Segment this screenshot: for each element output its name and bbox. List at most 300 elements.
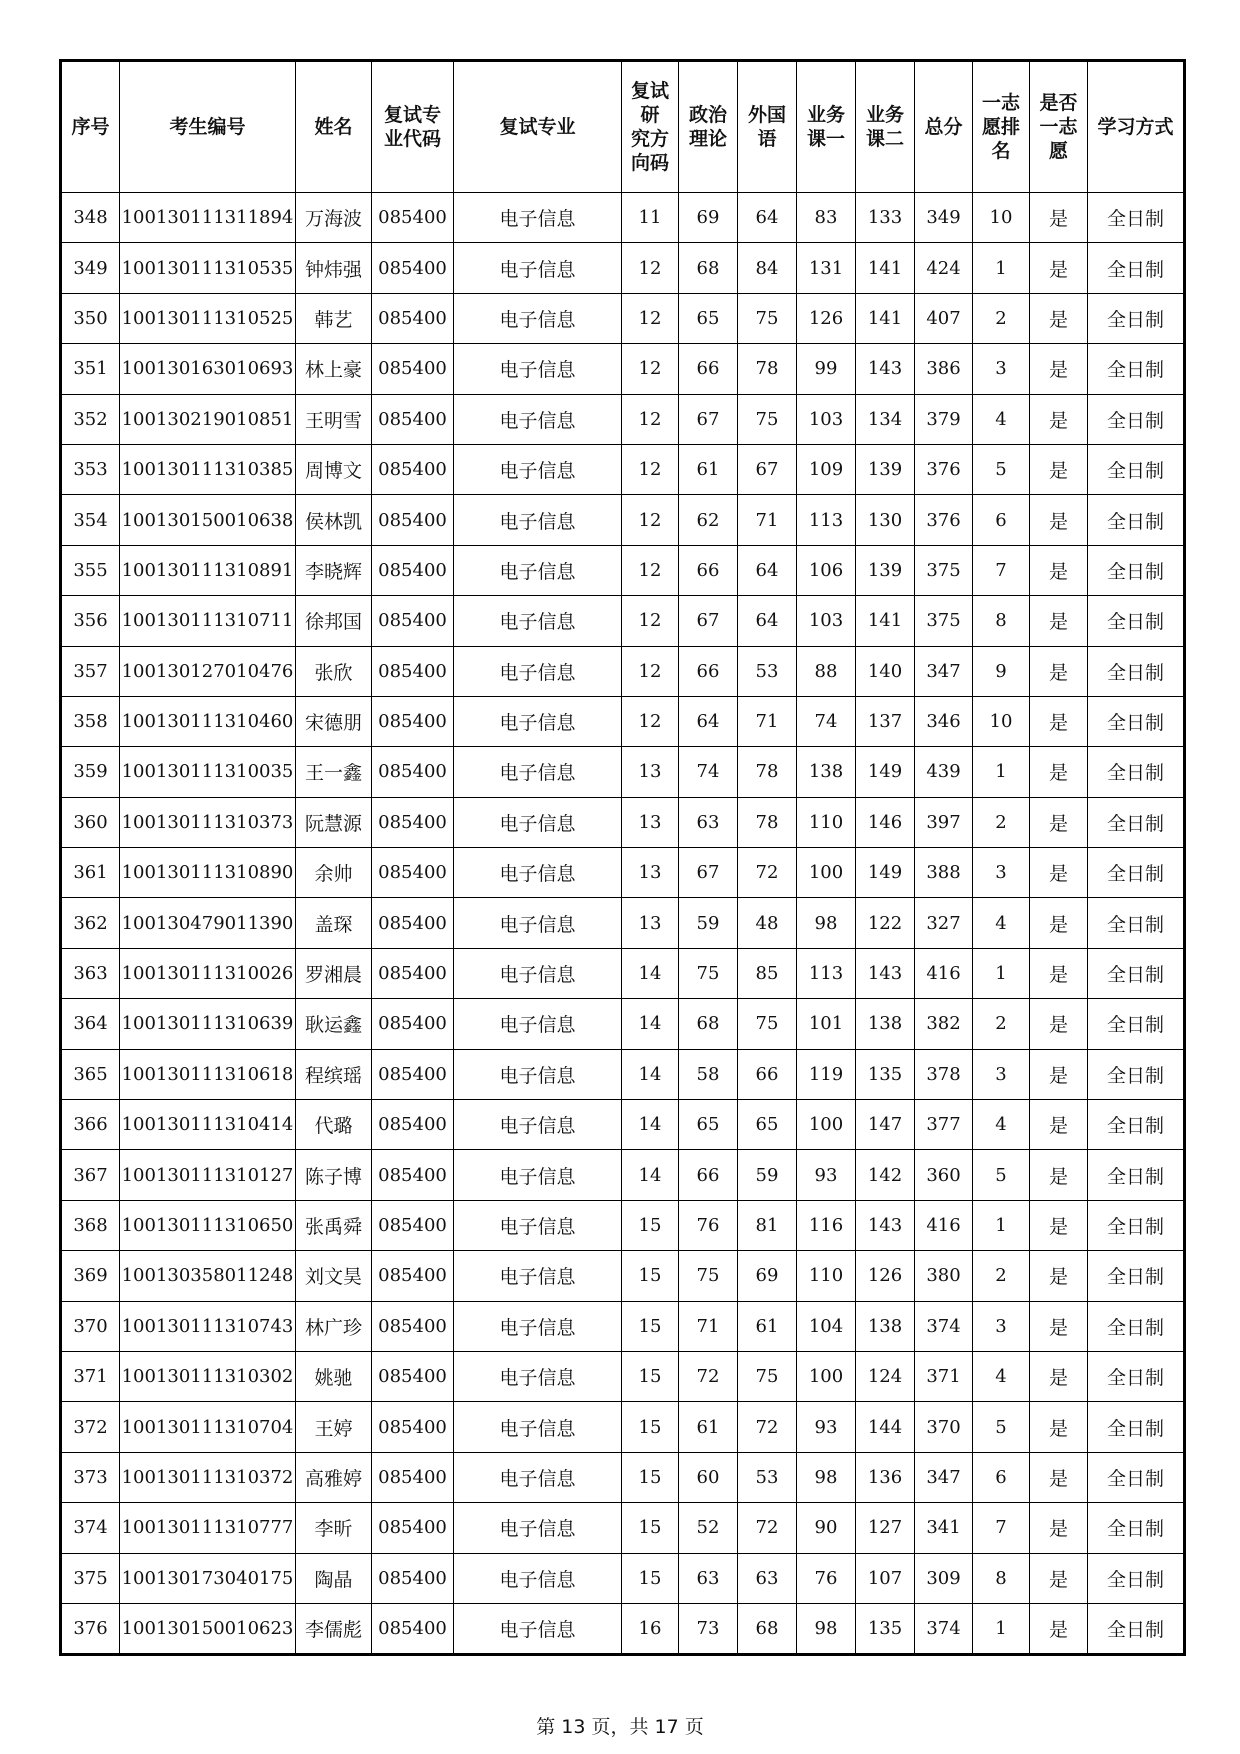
table-body xyxy=(61,193,1185,1655)
table-cell: 电子信息 xyxy=(454,1301,622,1351)
table-cell: 135 xyxy=(856,1603,915,1654)
table-cell: 76 xyxy=(679,1200,738,1250)
table-cell: 2 xyxy=(973,797,1030,847)
table-cell: 全日制 xyxy=(1088,1200,1185,1250)
table-cell: 378 xyxy=(915,1049,973,1099)
table-cell: 131 xyxy=(797,243,856,293)
table-cell: 379 xyxy=(915,394,973,444)
table-cell: 75 xyxy=(679,1251,738,1301)
table-cell: 4 xyxy=(973,898,1030,948)
table-cell: 100 xyxy=(797,1100,856,1150)
table-cell: 388 xyxy=(915,848,973,898)
table-cell: 78 xyxy=(738,747,797,797)
table-cell: 电子信息 xyxy=(454,1200,622,1250)
table-cell: 140 xyxy=(856,646,915,696)
table-cell: 085400 xyxy=(372,596,454,646)
table-cell: 10 xyxy=(973,696,1030,746)
table-cell: 126 xyxy=(856,1251,915,1301)
table-row xyxy=(61,1100,1185,1150)
table-row xyxy=(61,1553,1185,1603)
table-cell: 84 xyxy=(738,243,797,293)
table-cell: 全日制 xyxy=(1088,948,1185,998)
table-cell: 376 xyxy=(915,495,973,545)
table-cell: 085400 xyxy=(372,1553,454,1603)
table-cell: 3 xyxy=(973,1301,1030,1351)
table-cell: 15 xyxy=(622,1251,679,1301)
table-cell: 085400 xyxy=(372,1301,454,1351)
table-cell: 377 xyxy=(915,1100,973,1150)
table-cell: 全日制 xyxy=(1088,495,1185,545)
table-cell: 137 xyxy=(856,696,915,746)
table-cell: 085400 xyxy=(372,1402,454,1452)
column-header: 一志 愿排 名 xyxy=(973,61,1030,193)
table-cell: 73 xyxy=(679,1603,738,1654)
table-cell: 陶晶 xyxy=(296,1553,372,1603)
table-cell: 是 xyxy=(1030,848,1088,898)
table-cell: 张欣 xyxy=(296,646,372,696)
table-cell: 76 xyxy=(797,1553,856,1603)
table-row xyxy=(61,1251,1185,1301)
table-row xyxy=(61,293,1185,343)
table-cell: 66 xyxy=(738,1049,797,1099)
table-cell: 119 xyxy=(797,1049,856,1099)
table-cell: 是 xyxy=(1030,293,1088,343)
table-cell: 346 xyxy=(915,696,973,746)
table-cell: 74 xyxy=(679,747,738,797)
table-cell: 全日制 xyxy=(1088,1049,1185,1099)
table-cell: 14 xyxy=(622,1049,679,1099)
table-cell: 是 xyxy=(1030,193,1088,243)
table-cell: 100130111310525 xyxy=(120,293,296,343)
table-cell: 14 xyxy=(622,1150,679,1200)
table-cell: 是 xyxy=(1030,444,1088,494)
table-cell: 电子信息 xyxy=(454,596,622,646)
table-cell: 107 xyxy=(856,1553,915,1603)
table-cell: 085400 xyxy=(372,646,454,696)
table-cell: 100130127010476 xyxy=(120,646,296,696)
table-cell: 全日制 xyxy=(1088,444,1185,494)
table-cell: 14 xyxy=(622,948,679,998)
table-cell: 353 xyxy=(61,444,120,494)
table-cell: 罗湘晨 xyxy=(296,948,372,998)
table-cell: 6 xyxy=(973,495,1030,545)
table-cell: 电子信息 xyxy=(454,344,622,394)
table-cell: 姚驰 xyxy=(296,1351,372,1401)
table-cell: 133 xyxy=(856,193,915,243)
table-cell: 盖琛 xyxy=(296,898,372,948)
table-cell: 全日制 xyxy=(1088,1150,1185,1200)
table-cell: 113 xyxy=(797,948,856,998)
column-header: 政治 理论 xyxy=(679,61,738,193)
table-cell: 程缤瑶 xyxy=(296,1049,372,1099)
table-row xyxy=(61,999,1185,1049)
table-cell: 5 xyxy=(973,444,1030,494)
table-cell: 3 xyxy=(973,848,1030,898)
table-cell: 全日制 xyxy=(1088,646,1185,696)
table-cell: 416 xyxy=(915,948,973,998)
table-cell: 100130111310618 xyxy=(120,1049,296,1099)
table-cell: 363 xyxy=(61,948,120,998)
table-cell: 3 xyxy=(973,344,1030,394)
table-cell: 371 xyxy=(915,1351,973,1401)
table-cell: 63 xyxy=(679,797,738,847)
table-cell: 11 xyxy=(622,193,679,243)
table-cell: 100130111310711 xyxy=(120,596,296,646)
table-cell: 全日制 xyxy=(1088,1251,1185,1301)
table-cell: 全日制 xyxy=(1088,696,1185,746)
table-cell: 100130150010638 xyxy=(120,495,296,545)
table-cell: 397 xyxy=(915,797,973,847)
table-cell: 是 xyxy=(1030,1351,1088,1401)
table-cell: 100130111310373 xyxy=(120,797,296,847)
table-cell: 全日制 xyxy=(1088,545,1185,595)
column-header: 复试专 业代码 xyxy=(372,61,454,193)
table-cell: 416 xyxy=(915,1200,973,1250)
table-cell: 62 xyxy=(679,495,738,545)
table-cell: 65 xyxy=(738,1100,797,1150)
table-cell: 368 xyxy=(61,1200,120,1250)
table-cell: 347 xyxy=(915,646,973,696)
table-cell: 085400 xyxy=(372,1351,454,1401)
table-cell: 439 xyxy=(915,747,973,797)
table-row xyxy=(61,1603,1185,1654)
table-cell: 362 xyxy=(61,898,120,948)
table-cell: 侯林凯 xyxy=(296,495,372,545)
table-cell: 100 xyxy=(797,1351,856,1401)
table-cell: 12 xyxy=(622,646,679,696)
table-cell: 电子信息 xyxy=(454,797,622,847)
table-cell: 365 xyxy=(61,1049,120,1099)
table-row xyxy=(61,596,1185,646)
table-cell: 357 xyxy=(61,646,120,696)
column-header: 考生编号 xyxy=(120,61,296,193)
table-cell: 100130111310535 xyxy=(120,243,296,293)
table-cell: 100130479011390 xyxy=(120,898,296,948)
table-cell: 376 xyxy=(61,1603,120,1654)
table-cell: 75 xyxy=(738,999,797,1049)
table-cell: 58 xyxy=(679,1049,738,1099)
table-cell: 电子信息 xyxy=(454,1100,622,1150)
column-header: 学习方式 xyxy=(1088,61,1185,193)
table-cell: 钟炜强 xyxy=(296,243,372,293)
table-cell: 1 xyxy=(973,243,1030,293)
table-cell: 98 xyxy=(797,898,856,948)
table-cell: 100130358011248 xyxy=(120,1251,296,1301)
table-row xyxy=(61,898,1185,948)
table-cell: 375 xyxy=(61,1553,120,1603)
table-cell: 代璐 xyxy=(296,1100,372,1150)
table-cell: 100130111310639 xyxy=(120,999,296,1049)
table-cell: 085400 xyxy=(372,344,454,394)
table-cell: 李儒彪 xyxy=(296,1603,372,1654)
table-cell: 124 xyxy=(856,1351,915,1401)
table-cell: 电子信息 xyxy=(454,495,622,545)
table-cell: 12 xyxy=(622,344,679,394)
table-cell: 085400 xyxy=(372,545,454,595)
table-cell: 103 xyxy=(797,394,856,444)
table-cell: 1 xyxy=(973,747,1030,797)
table-cell: 74 xyxy=(797,696,856,746)
table-cell: 全日制 xyxy=(1088,1100,1185,1150)
table-cell: 是 xyxy=(1030,243,1088,293)
table-cell: 085400 xyxy=(372,898,454,948)
table-cell: 12 xyxy=(622,596,679,646)
table-cell: 75 xyxy=(738,293,797,343)
table-cell: 是 xyxy=(1030,797,1088,847)
table-cell: 7 xyxy=(973,545,1030,595)
table-cell: 407 xyxy=(915,293,973,343)
table-cell: 14 xyxy=(622,1100,679,1150)
table-cell: 350 xyxy=(61,293,120,343)
table-cell: 13 xyxy=(622,797,679,847)
table-cell: 1 xyxy=(973,1200,1030,1250)
table-cell: 141 xyxy=(856,293,915,343)
table-cell: 149 xyxy=(856,747,915,797)
table-cell: 149 xyxy=(856,848,915,898)
table-row xyxy=(61,1402,1185,1452)
table-cell: 100130219010851 xyxy=(120,394,296,444)
table-cell: 138 xyxy=(856,999,915,1049)
table-cell: 100130111310127 xyxy=(120,1150,296,1200)
table-cell: 81 xyxy=(738,1200,797,1250)
table-cell: 085400 xyxy=(372,948,454,998)
table-cell: 356 xyxy=(61,596,120,646)
table-cell: 电子信息 xyxy=(454,1553,622,1603)
table-cell: 全日制 xyxy=(1088,193,1185,243)
table-cell: 61 xyxy=(738,1301,797,1351)
table-cell: 王婷 xyxy=(296,1402,372,1452)
table-cell: 085400 xyxy=(372,1251,454,1301)
table-cell: 142 xyxy=(856,1150,915,1200)
table-cell: 376 xyxy=(915,444,973,494)
table-cell: 2 xyxy=(973,1251,1030,1301)
table-cell: 陈子博 xyxy=(296,1150,372,1200)
table-cell: 全日制 xyxy=(1088,394,1185,444)
table-cell: 5 xyxy=(973,1150,1030,1200)
table-cell: 085400 xyxy=(372,243,454,293)
table-row xyxy=(61,444,1185,494)
table-cell: 是 xyxy=(1030,696,1088,746)
table-row xyxy=(61,797,1185,847)
table-cell: 全日制 xyxy=(1088,1503,1185,1553)
table-cell: 352 xyxy=(61,394,120,444)
table-row xyxy=(61,1049,1185,1099)
table-cell: 134 xyxy=(856,394,915,444)
table-row xyxy=(61,1301,1185,1351)
table-cell: 424 xyxy=(915,243,973,293)
table-cell: 李晓辉 xyxy=(296,545,372,595)
score-table xyxy=(59,59,1186,1656)
table-cell: 370 xyxy=(915,1402,973,1452)
table-cell: 59 xyxy=(738,1150,797,1200)
table-cell: 全日制 xyxy=(1088,1553,1185,1603)
table-cell: 83 xyxy=(797,193,856,243)
table-cell: 2 xyxy=(973,293,1030,343)
table-cell: 12 xyxy=(622,394,679,444)
table-cell: 刘文昊 xyxy=(296,1251,372,1301)
table-cell: 是 xyxy=(1030,948,1088,998)
table-cell: 99 xyxy=(797,344,856,394)
table-cell: 61 xyxy=(679,1402,738,1452)
table-cell: 全日制 xyxy=(1088,797,1185,847)
table-cell: 63 xyxy=(738,1553,797,1603)
table-cell: 王一鑫 xyxy=(296,747,372,797)
table-cell: 14 xyxy=(622,999,679,1049)
table-cell: 全日制 xyxy=(1088,1452,1185,1502)
table-cell: 15 xyxy=(622,1402,679,1452)
table-cell: 367 xyxy=(61,1150,120,1200)
table-cell: 是 xyxy=(1030,1251,1088,1301)
table-cell: 380 xyxy=(915,1251,973,1301)
table-cell: 60 xyxy=(679,1452,738,1502)
table-cell: 085400 xyxy=(372,1452,454,1502)
table-cell: 阮慧源 xyxy=(296,797,372,847)
table-cell: 66 xyxy=(679,545,738,595)
table-cell: 085400 xyxy=(372,1603,454,1654)
table-cell: 全日制 xyxy=(1088,243,1185,293)
table-cell: 电子信息 xyxy=(454,545,622,595)
table-cell: 全日制 xyxy=(1088,344,1185,394)
column-header: 总分 xyxy=(915,61,973,193)
table-cell: 085400 xyxy=(372,495,454,545)
table-cell: 78 xyxy=(738,797,797,847)
table-cell: 147 xyxy=(856,1100,915,1150)
table-cell: 12 xyxy=(622,696,679,746)
table-cell: 电子信息 xyxy=(454,696,622,746)
table-cell: 64 xyxy=(738,193,797,243)
table-cell: 全日制 xyxy=(1088,999,1185,1049)
table-cell: 是 xyxy=(1030,495,1088,545)
table-cell: 100130111310743 xyxy=(120,1301,296,1351)
table-row xyxy=(61,243,1185,293)
table-cell: 53 xyxy=(738,1452,797,1502)
table-cell: 12 xyxy=(622,293,679,343)
table-cell: 75 xyxy=(738,394,797,444)
table-cell: 67 xyxy=(738,444,797,494)
table-cell: 139 xyxy=(856,545,915,595)
table-cell: 电子信息 xyxy=(454,1251,622,1301)
table-cell: 100130111310704 xyxy=(120,1402,296,1452)
table-cell: 360 xyxy=(61,797,120,847)
table-cell: 100130111310026 xyxy=(120,948,296,998)
table-row xyxy=(61,1150,1185,1200)
table-cell: 375 xyxy=(915,596,973,646)
table-cell: 65 xyxy=(679,1100,738,1150)
table-cell: 12 xyxy=(622,444,679,494)
table-cell: 全日制 xyxy=(1088,1402,1185,1452)
table-cell: 66 xyxy=(679,344,738,394)
table-cell: 电子信息 xyxy=(454,293,622,343)
table-cell: 是 xyxy=(1030,596,1088,646)
table-cell: 电子信息 xyxy=(454,898,622,948)
table-cell: 374 xyxy=(915,1603,973,1654)
table-cell: 67 xyxy=(679,848,738,898)
table-cell: 电子信息 xyxy=(454,1049,622,1099)
table-cell: 王明雪 xyxy=(296,394,372,444)
table-cell: 085400 xyxy=(372,797,454,847)
table-row xyxy=(61,848,1185,898)
table-cell: 100130111310890 xyxy=(120,848,296,898)
table-cell: 135 xyxy=(856,1049,915,1099)
table-cell: 349 xyxy=(61,243,120,293)
table-cell: 是 xyxy=(1030,1402,1088,1452)
table-cell: 全日制 xyxy=(1088,848,1185,898)
table-cell: 138 xyxy=(856,1301,915,1351)
table-cell: 余帅 xyxy=(296,848,372,898)
table-row xyxy=(61,948,1185,998)
table-cell: 88 xyxy=(797,646,856,696)
table-cell: 341 xyxy=(915,1503,973,1553)
table-cell: 100130111310460 xyxy=(120,696,296,746)
table-row xyxy=(61,696,1185,746)
table-cell: 15 xyxy=(622,1553,679,1603)
table-cell: 366 xyxy=(61,1100,120,1150)
table-cell: 全日制 xyxy=(1088,293,1185,343)
table-cell: 375 xyxy=(915,545,973,595)
table-cell: 122 xyxy=(856,898,915,948)
table-cell: 100130111310414 xyxy=(120,1100,296,1150)
table-cell: 110 xyxy=(797,1251,856,1301)
table-cell: 100130111310385 xyxy=(120,444,296,494)
table-cell: 106 xyxy=(797,545,856,595)
table-cell: 348 xyxy=(61,193,120,243)
table-cell: 电子信息 xyxy=(454,243,622,293)
table-cell: 53 xyxy=(738,646,797,696)
table-cell: 354 xyxy=(61,495,120,545)
table-cell: 144 xyxy=(856,1402,915,1452)
table-cell: 85 xyxy=(738,948,797,998)
table-cell: 64 xyxy=(738,596,797,646)
table-cell: 是 xyxy=(1030,1301,1088,1351)
table-cell: 72 xyxy=(679,1351,738,1401)
table-row xyxy=(61,394,1185,444)
table-cell: 66 xyxy=(679,1150,738,1200)
table-cell: 是 xyxy=(1030,394,1088,444)
table-cell: 364 xyxy=(61,999,120,1049)
table-cell: 3 xyxy=(973,1049,1030,1099)
column-header: 业务 课二 xyxy=(856,61,915,193)
table-cell: 139 xyxy=(856,444,915,494)
table-cell: 100130173040175 xyxy=(120,1553,296,1603)
table-cell: 1 xyxy=(973,1603,1030,1654)
table-cell: 72 xyxy=(738,1503,797,1553)
table-row xyxy=(61,646,1185,696)
table-cell: 韩艺 xyxy=(296,293,372,343)
table-cell: 徐邦国 xyxy=(296,596,372,646)
table-row xyxy=(61,747,1185,797)
table-cell: 4 xyxy=(973,1100,1030,1150)
table-cell: 085400 xyxy=(372,747,454,797)
table-cell: 116 xyxy=(797,1200,856,1250)
table-row xyxy=(61,1200,1185,1250)
table-cell: 100130111311894 xyxy=(120,193,296,243)
table-cell: 全日制 xyxy=(1088,596,1185,646)
table-cell: 75 xyxy=(738,1351,797,1401)
table-cell: 全日制 xyxy=(1088,898,1185,948)
table-cell: 是 xyxy=(1030,1452,1088,1502)
table-cell: 143 xyxy=(856,948,915,998)
table-cell: 085400 xyxy=(372,999,454,1049)
table-cell: 52 xyxy=(679,1503,738,1553)
table-cell: 电子信息 xyxy=(454,193,622,243)
table-cell: 电子信息 xyxy=(454,646,622,696)
table-cell: 143 xyxy=(856,1200,915,1250)
table-cell: 358 xyxy=(61,696,120,746)
table-cell: 104 xyxy=(797,1301,856,1351)
table-cell: 耿运鑫 xyxy=(296,999,372,1049)
table-cell: 林广珍 xyxy=(296,1301,372,1351)
table-cell: 100130111310891 xyxy=(120,545,296,595)
